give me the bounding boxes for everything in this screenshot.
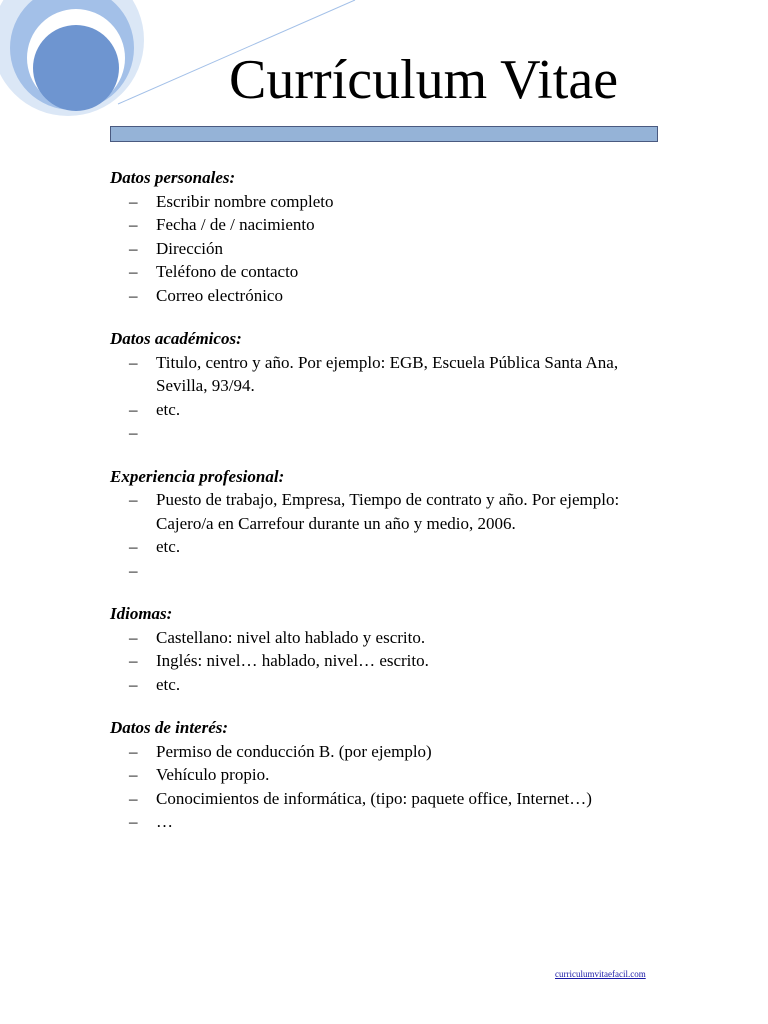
list-item-text: etc. bbox=[156, 674, 181, 694]
list-item: – … bbox=[110, 810, 670, 834]
list-item-text: … bbox=[156, 812, 173, 831]
list-item: – Teléfono de contacto bbox=[110, 260, 670, 284]
list-item: – Conocimientos de informática, (tipo: paquete office, Internet…) bbox=[110, 787, 670, 811]
title-bar bbox=[110, 126, 658, 142]
footer-link[interactable]: curriculumvitaefacil.com bbox=[555, 969, 646, 979]
section-academic bbox=[110, 327, 670, 445]
list-item: – Castellano: nivel alto hablado y escrito. bbox=[110, 626, 670, 650]
list-item-text: Castellano: nivel alto hablado y escrito. bbox=[156, 627, 426, 647]
list-item: – Titulo, centro y año. Por ejemplo: EGB, Escuela Pública Santa Ana, Sevilla, 93/94. bbox=[110, 351, 670, 398]
section-heading: Idiomas: bbox=[110, 604, 173, 623]
list-item: – Escribir nombre completo bbox=[110, 190, 670, 214]
list-item-text: Permiso de conducción B. (por ejemplo) bbox=[156, 741, 432, 761]
list-item-text: etc. bbox=[156, 537, 181, 556]
list-item: – Inglés: nivel… hablado, nivel… escrito. bbox=[110, 649, 670, 673]
cv-content bbox=[110, 166, 670, 854]
page-title: Currículum Vitae bbox=[229, 49, 619, 111]
list-item: – bbox=[110, 559, 670, 583]
section-heading: Datos personales: bbox=[110, 168, 236, 187]
list-item: – Puesto de trabajo, Empresa, Tiempo de contrato y año. Por ejemplo: Cajero/a en Carrefour durante un año y medio, 2006. bbox=[110, 488, 670, 535]
list-item-text: Inglés: nivel… hablado, nivel… escrito. bbox=[156, 651, 429, 670]
list-item-text: Dirección bbox=[156, 238, 224, 258]
section-heading: Experiencia profesional: bbox=[110, 466, 285, 486]
list-item-text: Vehículo propio. bbox=[156, 765, 270, 784]
list-item: – Fecha / de / nacimiento bbox=[110, 213, 670, 237]
list-item-text: Titulo, centro y año. Por ejemplo: EGB, Escuela Pública Santa Ana, Sevilla, 93/94. bbox=[156, 352, 619, 395]
section-heading: Datos de interés: bbox=[110, 718, 229, 737]
section-heading: Datos académicos: bbox=[110, 329, 242, 348]
list-item-text bbox=[156, 421, 670, 445]
list-item-text: Puesto de trabajo, Empresa, Tiempo de contrato y año. Por ejemplo: Cajero/a en Carrefour durante un año y medio, 2006. bbox=[156, 490, 620, 533]
list-item: – bbox=[110, 421, 670, 445]
list-item: – Dirección bbox=[110, 237, 670, 261]
list-item: – Vehículo propio. bbox=[110, 763, 670, 787]
list-item-text: Teléfono de contacto bbox=[156, 262, 299, 281]
list-item-text: Correo electrónico bbox=[156, 285, 283, 305]
list-item-text bbox=[156, 559, 670, 583]
list-item-text: Conocimientos de informática, (tipo: paquete office, Internet…) bbox=[156, 788, 592, 808]
inner-circle bbox=[33, 25, 119, 111]
list-item-text: etc. bbox=[156, 399, 181, 419]
list-item: – etc. bbox=[110, 535, 670, 559]
list-item-text: Fecha / de / nacimiento bbox=[156, 215, 315, 234]
section-experience bbox=[110, 465, 670, 583]
section-personal bbox=[110, 166, 670, 307]
list-item-text: Escribir nombre completo bbox=[156, 191, 334, 211]
section-interests bbox=[110, 716, 670, 834]
list-item: – Correo electrónico bbox=[110, 284, 670, 308]
section-languages bbox=[110, 602, 670, 696]
list-item: – etc. bbox=[110, 398, 670, 422]
list-item: – etc. bbox=[110, 673, 670, 697]
list-item: – Permiso de conducción B. (por ejemplo) bbox=[110, 740, 670, 764]
